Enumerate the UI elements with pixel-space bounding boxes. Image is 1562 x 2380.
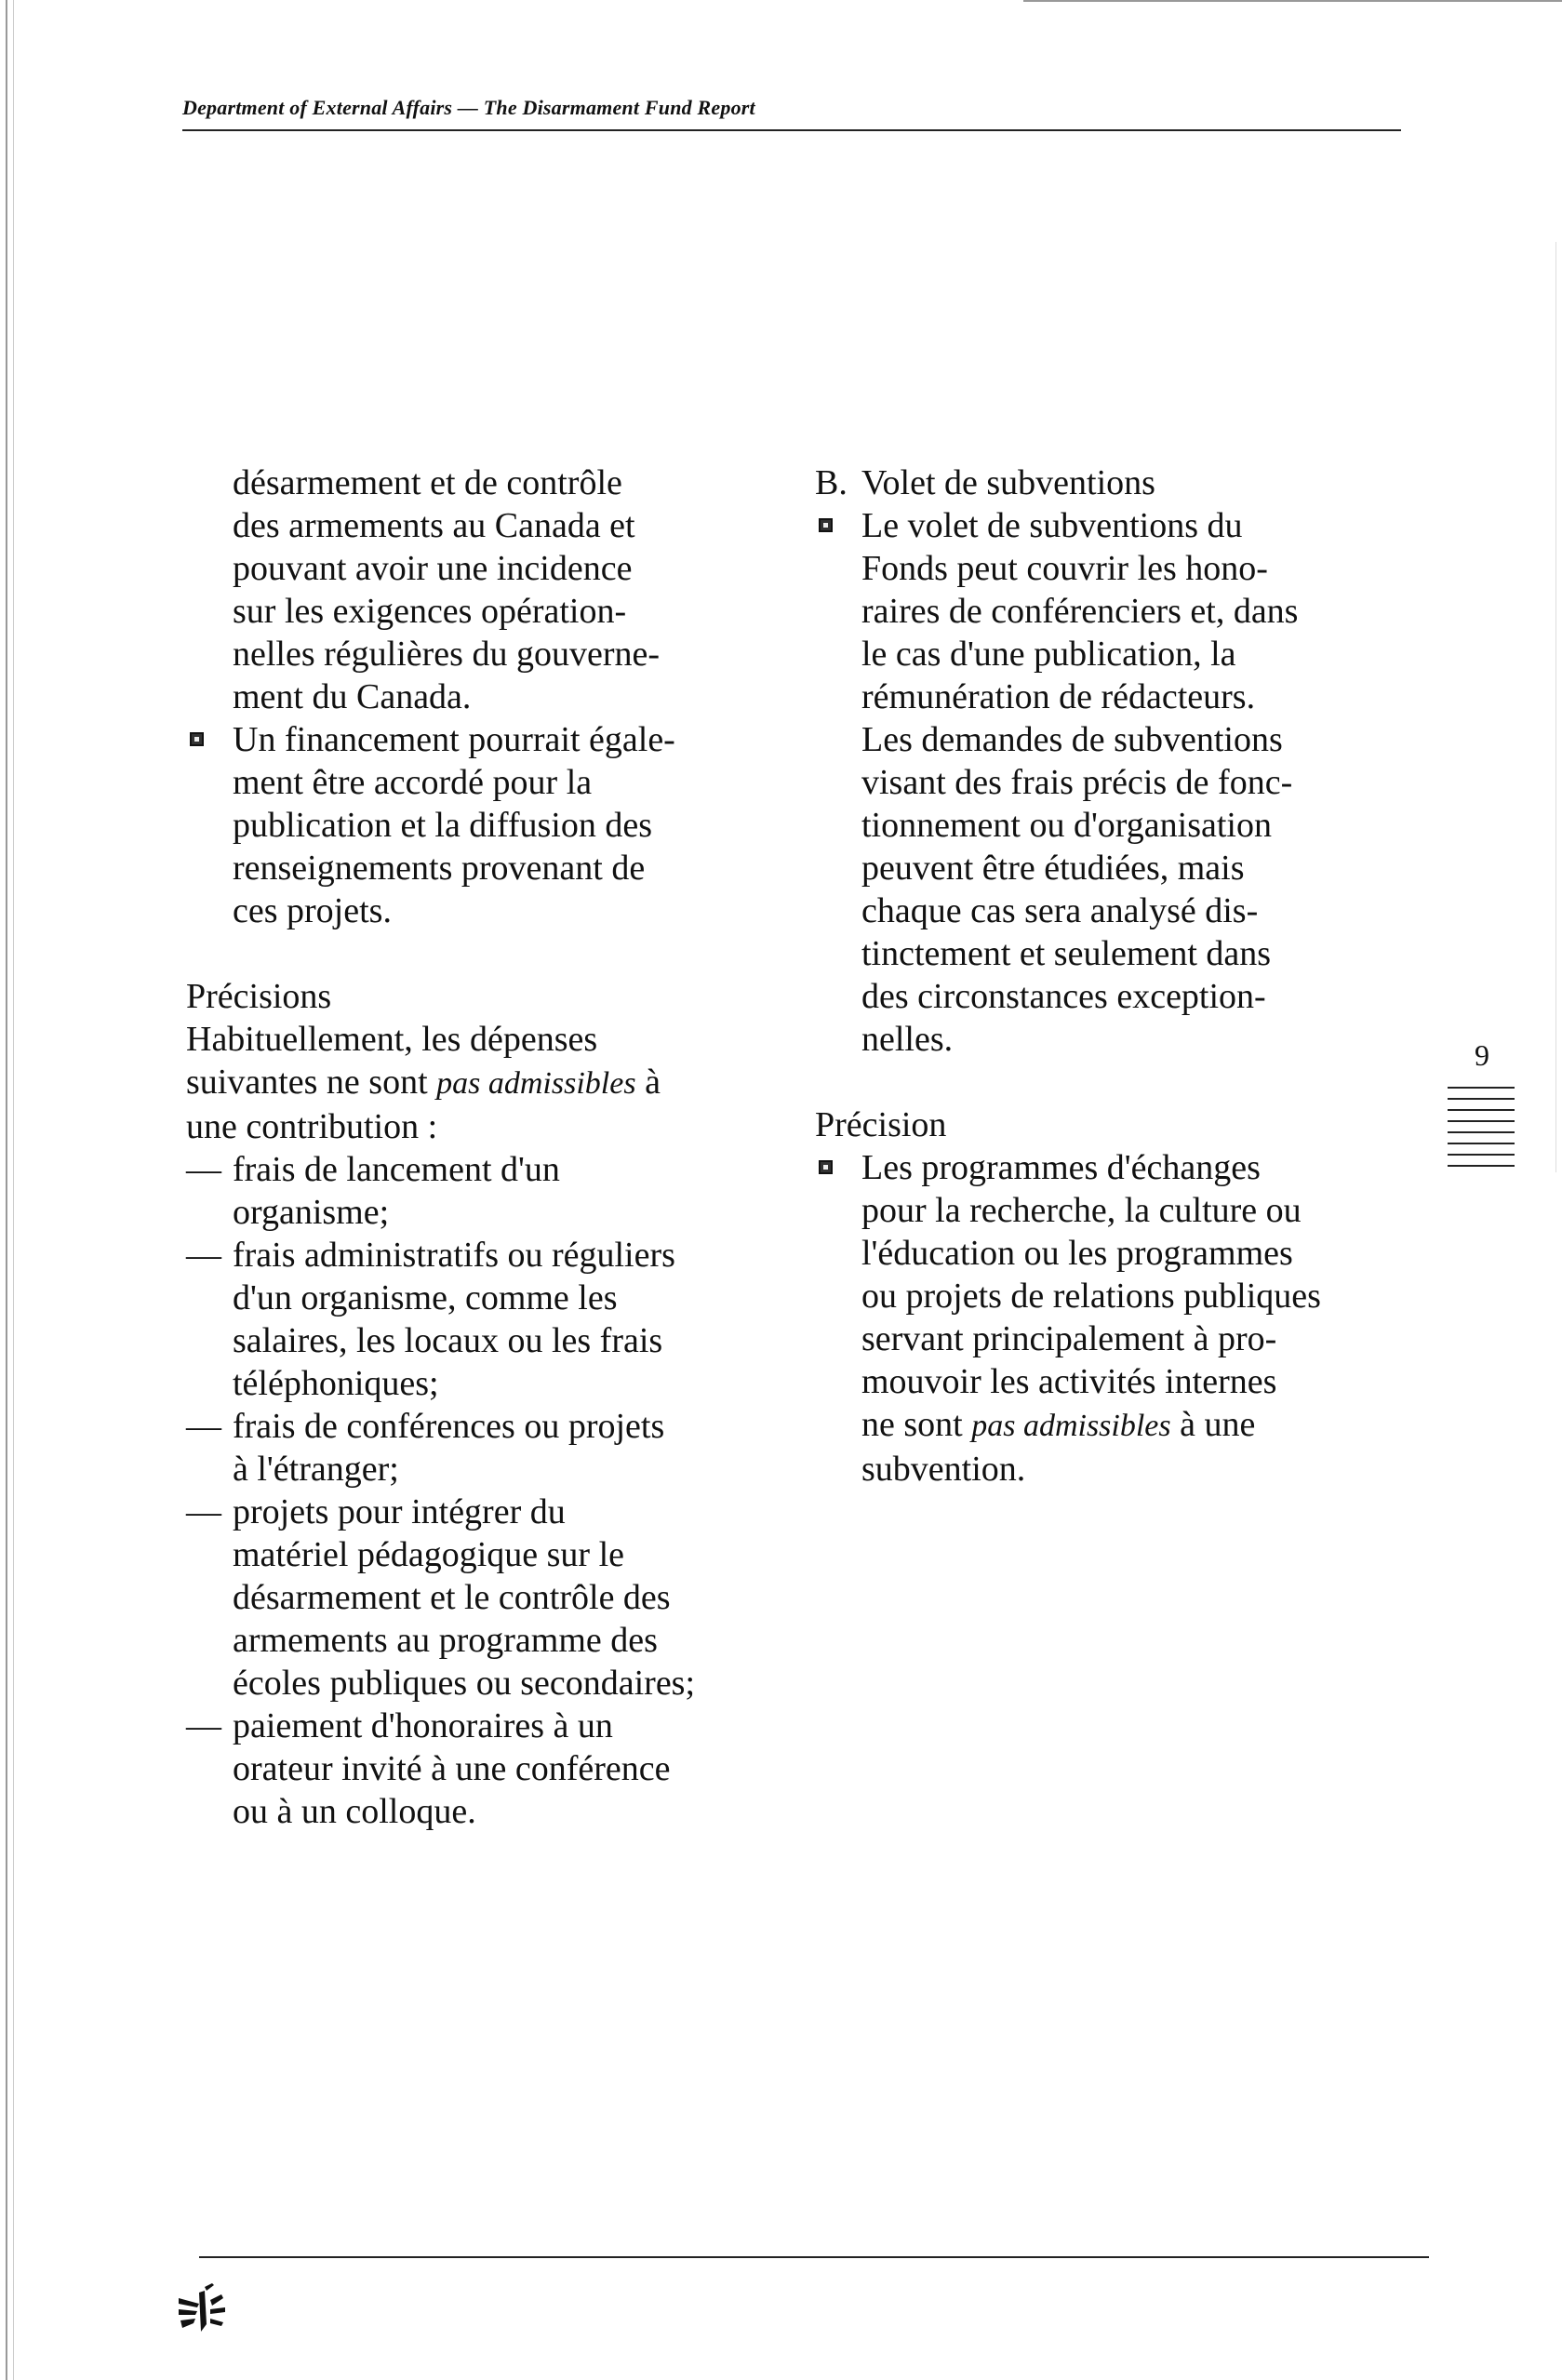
- bullet-item: [815, 1146, 1410, 1491]
- text-line: ou projets de relations publiques: [861, 1277, 1321, 1316]
- scan-edge: [1023, 0, 1562, 2]
- bullet-item: [815, 504, 1410, 1061]
- text-line: d'un organisme, comme les: [233, 1278, 618, 1317]
- text-line: frais administratifs ou réguliers: [233, 1236, 675, 1275]
- footer-rule: [199, 2256, 1429, 2258]
- text-line: [186, 1061, 781, 1105]
- text-line: rémunération de rédacteurs.: [861, 677, 1256, 716]
- text-line: une contribution :: [186, 1107, 438, 1146]
- text-line: projets pour intégrer du: [233, 1492, 566, 1531]
- dash-item: [186, 1405, 781, 1491]
- text-line: écoles publiques ou secondaires;: [233, 1664, 696, 1703]
- dash-marker: —: [186, 1407, 221, 1446]
- text-line: tionnement ou d'organisation: [861, 806, 1272, 845]
- dash-item: [186, 1234, 781, 1405]
- scan-edge: [6, 0, 7, 2380]
- right-column: [815, 461, 1410, 1491]
- text-line: ment du Canada.: [233, 677, 472, 716]
- scan-edge: [1555, 242, 1556, 1172]
- text-line: servant principalement à pro-: [861, 1319, 1277, 1358]
- text-line: tinctement et seulement dans: [861, 934, 1272, 973]
- text-line: paiement d'honoraires à un: [233, 1706, 613, 1745]
- dash-marker: —: [186, 1706, 221, 1745]
- text-line: organisme;: [233, 1193, 390, 1232]
- text-line: subvention.: [861, 1450, 1026, 1489]
- text-line: peuvent être étudiées, mais: [861, 849, 1245, 888]
- section-heading: Précision: [815, 1105, 947, 1144]
- section-title-text: Volet de subventions: [861, 463, 1155, 502]
- page-number: 9: [1475, 1038, 1489, 1072]
- text-line: mouvoir les activités internes: [861, 1362, 1277, 1401]
- left-column: [186, 461, 781, 1833]
- text-line: [861, 1403, 1410, 1448]
- text-line: des armements au Canada et: [233, 506, 635, 545]
- square-bullet-icon: [819, 518, 833, 532]
- text-line: ment être accordé pour la: [233, 763, 593, 802]
- text-line: Le volet de subventions du: [861, 506, 1243, 545]
- text-line: armements au programme des: [233, 1621, 658, 1660]
- text-line: chaque cas sera analysé dis-: [861, 891, 1259, 930]
- text-span: à: [635, 1063, 661, 1102]
- text-line: pouvant avoir une incidence: [233, 549, 633, 588]
- text-span: suivantes ne sont: [186, 1063, 437, 1102]
- dash-marker: —: [186, 1492, 221, 1531]
- text-line: téléphoniques;: [233, 1364, 439, 1403]
- text-line: ces projets.: [233, 891, 392, 930]
- maple-emblem-icon: [173, 2280, 229, 2335]
- text-line: orateur invité à une conférence: [233, 1749, 671, 1788]
- dash-marker: —: [186, 1150, 221, 1189]
- text-line: salaires, les locaux ou les frais: [233, 1321, 663, 1360]
- text-line: Habituellement, les dépenses: [186, 1020, 598, 1059]
- text-span: ne sont: [861, 1405, 972, 1444]
- text-line: publication et la diffusion des: [233, 806, 652, 845]
- text-line: ou à un colloque.: [233, 1792, 476, 1831]
- text-line: visant des frais précis de fonc-: [861, 763, 1293, 802]
- text-line: raires de conférenciers et, dans: [861, 592, 1299, 631]
- text-line: Fonds peut couvrir les hono-: [861, 549, 1268, 588]
- dash-item: [186, 1491, 781, 1705]
- text-line: Les programmes d'échanges: [861, 1148, 1261, 1187]
- text-line: nelles.: [861, 1020, 954, 1059]
- section-title: [815, 461, 1410, 504]
- header-rule: [182, 129, 1401, 131]
- emphasis: pas admissibles: [971, 1409, 1171, 1443]
- scan-edge: [13, 0, 14, 2380]
- continuation-paragraph: [186, 461, 781, 718]
- text-line: frais de lancement d'un: [233, 1150, 560, 1189]
- text-line: pour la recherche, la culture ou: [861, 1191, 1302, 1230]
- text-line: sur les exigences opération-: [233, 592, 627, 631]
- section-heading: Précisions: [186, 977, 332, 1016]
- square-bullet-icon: [190, 732, 204, 746]
- text-line: l'éducation ou les programmes: [861, 1234, 1293, 1273]
- text-line: à l'étranger;: [233, 1450, 399, 1489]
- square-bullet-icon: [819, 1160, 833, 1174]
- section-letter: B.: [815, 463, 848, 502]
- text-line: désarmement et le contrôle des: [233, 1578, 671, 1617]
- emphasis: pas admissibles: [436, 1066, 636, 1101]
- text-line: désarmement et de contrôle: [233, 463, 622, 502]
- text-line: renseignements provenant de: [233, 849, 646, 888]
- dash-item: [186, 1148, 781, 1234]
- text-line: matériel pédagogique sur le: [233, 1535, 625, 1574]
- margin-rules: [1448, 1087, 1515, 1176]
- text-span: à une: [1170, 1405, 1256, 1444]
- text-line: le cas d'une publication, la: [861, 635, 1236, 674]
- bullet-item: [186, 718, 781, 932]
- text-line: des circonstances exception-: [861, 977, 1266, 1016]
- text-line: frais de conférences ou projets: [233, 1407, 665, 1446]
- running-head: Department of External Affairs — The Disarmament Fund Report: [182, 96, 755, 119]
- dash-item: [186, 1705, 781, 1833]
- text-line: nelles régulières du gouverne-: [233, 635, 660, 674]
- dash-marker: —: [186, 1236, 221, 1275]
- text-line: Un financement pourrait égale-: [233, 720, 675, 759]
- text-line: Les demandes de subventions: [861, 720, 1283, 759]
